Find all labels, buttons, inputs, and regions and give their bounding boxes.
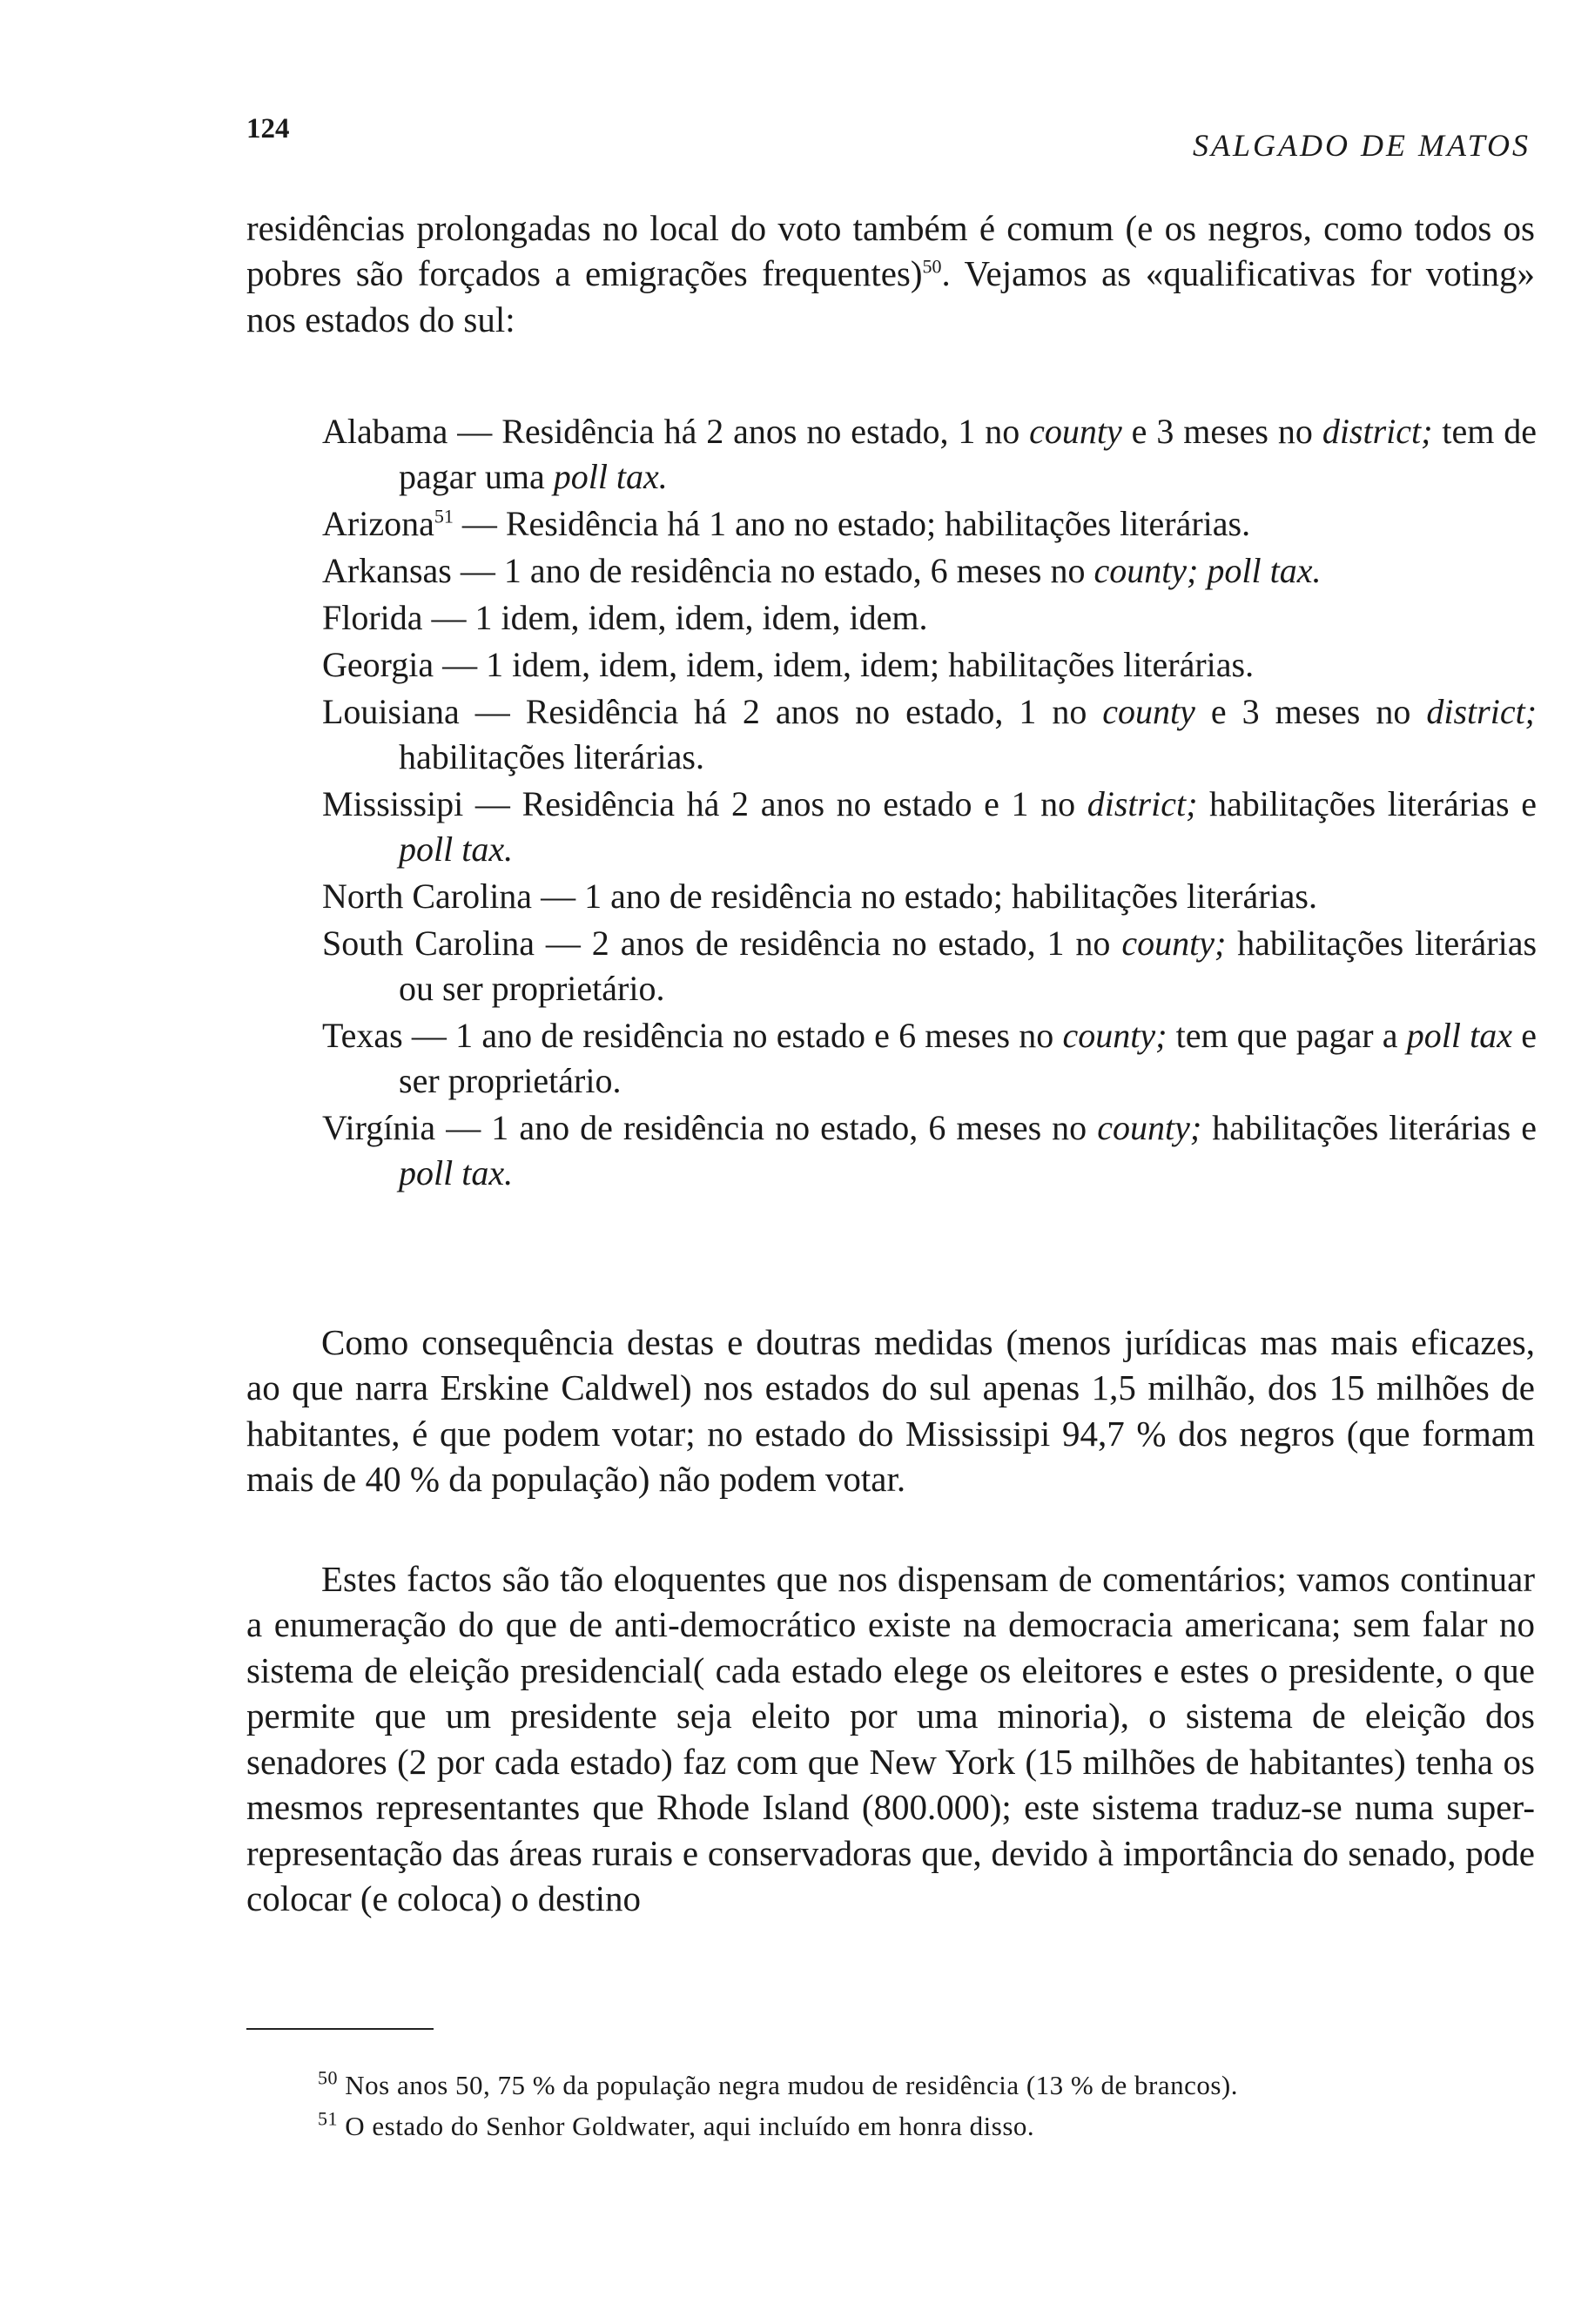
dash-separator: — <box>422 598 475 637</box>
entry-text: e 3 meses no <box>1121 412 1322 451</box>
state-entry <box>322 689 1537 780</box>
entry-italic-term: county; poll tax. <box>1093 551 1322 590</box>
paragraph-intro-text: residências prolongadas no local do voto também é comum (e os negros, como todos os pobres são forçados a emigrações frequentes) <box>246 208 1535 294</box>
footnote-ref-51[interactable]: 51 <box>434 505 454 527</box>
entry-italic-term: district; <box>1087 784 1198 823</box>
entry-italic-term: poll tax <box>1406 1016 1513 1055</box>
footnote-mark: 51 <box>318 2107 338 2130</box>
footnote-51 <box>318 2109 1537 2144</box>
dash-separator: — <box>532 877 585 916</box>
entry-text: tem que pagar a <box>1167 1016 1407 1055</box>
state-entry <box>322 501 1537 547</box>
footnote-divider <box>246 2028 434 2030</box>
state-name: Texas <box>322 1016 403 1055</box>
state-entry <box>322 874 1537 919</box>
entry-text: Residência há 2 anos no estado, 1 no <box>525 692 1103 731</box>
paragraph-intro-text-end: . Vejamos as «qualificativas for voting» nos estados do sul: <box>246 253 1535 339</box>
dash-separator: — <box>535 924 592 963</box>
entry-text: e 3 meses no <box>1194 692 1427 731</box>
entry-italic-term: county <box>1029 412 1122 451</box>
entry-italic-term: district; <box>1426 692 1538 731</box>
dash-separator: — <box>451 551 504 590</box>
state-name: Louisiana <box>322 692 460 731</box>
dash-separator: — <box>402 1016 456 1055</box>
footnote-text: Nos anos 50, 75 % da população negra mudou de residência (13 % de brancos). <box>345 2070 1238 2100</box>
entry-italic-term: county; <box>1062 1016 1167 1055</box>
state-entry <box>322 642 1537 688</box>
paragraph-consequence <box>246 1320 1535 1502</box>
dash-separator: — <box>459 692 526 731</box>
page-number: 124 <box>246 113 290 144</box>
state-entry <box>322 921 1537 1011</box>
state-name: North Carolina <box>322 877 533 916</box>
state-entry <box>322 782 1537 872</box>
paragraph-consequence-text: Como consequência destas e doutras medidas (menos jurídicas mas mais eficazes, ao que narra Erskine Caldwel) nos estados do sul apenas 1,5 milhão, dos 15 milhões de habitantes, é que podem votar; no estado do Mississipi 94,7 % dos negros (que formam mais de 40 % da população) não podem votar. <box>246 1322 1535 1500</box>
entry-text: Residência há 2 anos no estado, 1 no <box>501 412 1030 451</box>
running-head: SALGADO DE MATOS <box>1193 128 1531 163</box>
entry-text: tem de pagar uma <box>399 412 1538 496</box>
entry-text: Residência há 2 anos no estado e 1 no <box>521 784 1087 823</box>
footnote-text: O estado do Senhor Goldwater, aqui incluído em honra disso. <box>345 2111 1035 2141</box>
entry-text: habilitações literárias e <box>1197 784 1538 823</box>
entry-text: 2 anos de residência no estado, 1 no <box>591 924 1122 963</box>
entry-text: 1 idem, idem, idem, idem, idem; habilitações literárias. <box>486 645 1255 684</box>
state-entry <box>322 595 1537 641</box>
entry-text: Residência há 1 ano no estado; habilitações literárias. <box>505 504 1251 543</box>
state-name: Arizona <box>322 504 434 543</box>
footnote-50 <box>318 2068 1537 2103</box>
state-name: Alabama <box>322 412 448 451</box>
entry-italic-term: county <box>1102 692 1195 731</box>
dash-separator: — <box>435 1108 492 1147</box>
entry-text: 1 ano de residência no estado, 6 meses no <box>491 1108 1098 1147</box>
state-qualifications-list <box>322 409 1537 1198</box>
entry-italic-term: poll tax. <box>553 457 668 496</box>
state-name: Florida <box>322 598 423 637</box>
entry-italic-term: county; <box>1121 924 1227 963</box>
footnote-ref-50[interactable]: 50 <box>922 255 942 278</box>
state-name: South Carolina <box>322 924 535 963</box>
footnote-mark: 50 <box>318 2066 338 2089</box>
paragraph-intro <box>246 205 1535 342</box>
entry-text: habilitações literárias e <box>1201 1108 1538 1147</box>
entry-text: 1 ano de residência no estado e 6 meses no <box>455 1016 1063 1055</box>
entry-italic-term: district; <box>1322 412 1433 451</box>
dash-separator: — <box>434 645 487 684</box>
dash-separator: — <box>447 412 502 451</box>
dash-separator: — <box>453 504 506 543</box>
entry-text: 1 ano de residência no estado, 6 meses no <box>503 551 1094 590</box>
state-entry <box>322 1105 1537 1196</box>
paragraph-facts-text: Estes factos são tão eloquentes que nos dispensam de comentários; vamos continuar a enumeração do que de anti-democrático existe na democracia americana; sem falar no sistema de eleição presidencial( cada estado elege os eleitores e estes o presidente, o que permite que um presidente seja eleito por uma minoria), o sistema de eleição dos senadores (2 por cada estado) faz com que New York (15 milhões de habitantes) tenha os mesmos representantes que Rhode Island (800.000); este sistema traduz-se numa super-representação das áreas rurais e conservadoras que, devido à importância do senado, pode colocar (e coloca) o destino <box>246 1559 1535 1919</box>
entry-text: e ser proprietário. <box>399 1016 1538 1100</box>
dash-separator: — <box>463 784 522 823</box>
state-name: Mississipi <box>322 784 464 823</box>
state-entry <box>322 548 1537 594</box>
paragraph-facts <box>246 1556 1535 1922</box>
state-name: Virgínia <box>322 1108 436 1147</box>
state-name: Georgia <box>322 645 434 684</box>
state-entry <box>322 1013 1537 1104</box>
entry-italic-term: county; <box>1097 1108 1202 1147</box>
entry-italic-term: poll tax. <box>399 1153 514 1192</box>
entry-italic-term: poll tax. <box>399 830 514 869</box>
entry-text: habilitações literárias. <box>399 737 704 776</box>
state-entry <box>322 409 1537 500</box>
state-name: Arkansas <box>322 551 452 590</box>
entry-text: 1 ano de residência no estado; habilitações literárias. <box>584 877 1317 916</box>
entry-text: 1 idem, idem, idem, idem, idem. <box>474 598 928 637</box>
entry-text: habilitações literárias ou ser proprietário. <box>399 924 1538 1008</box>
